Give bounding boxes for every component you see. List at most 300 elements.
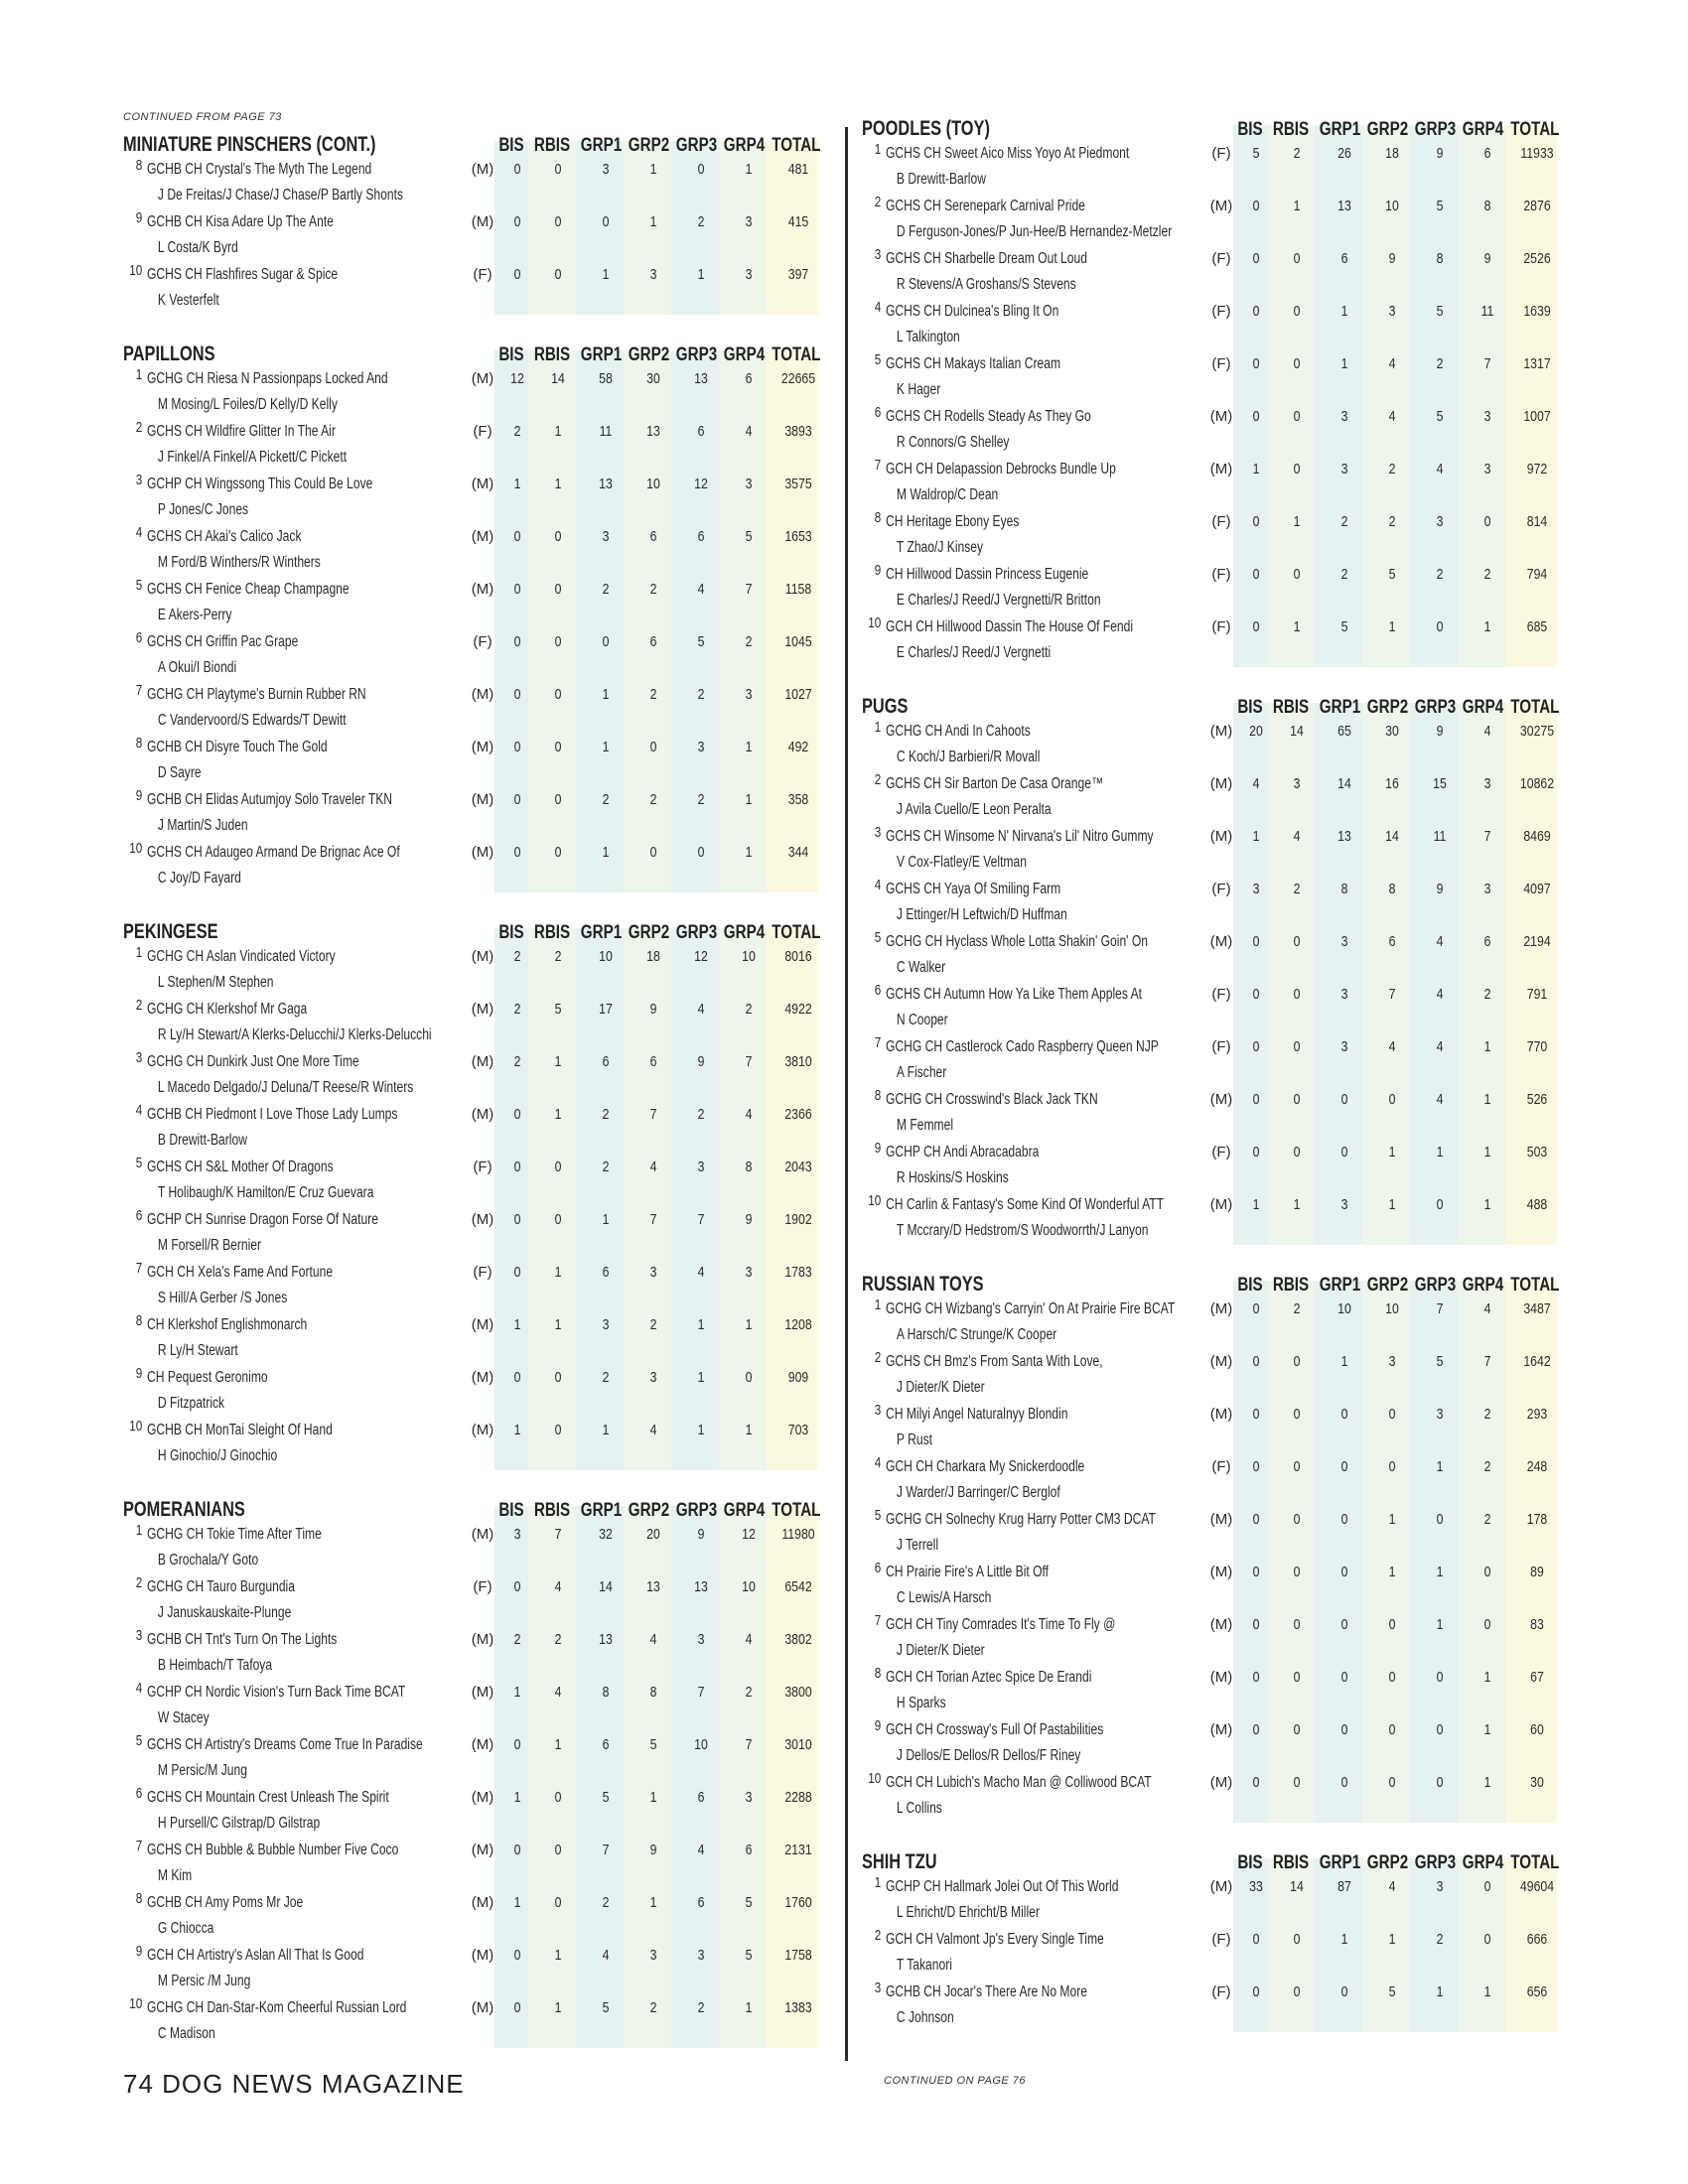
bis-value: 1	[513, 1422, 521, 1438]
grp1-value: 13	[599, 476, 613, 492]
grp3-value: 5	[1436, 303, 1444, 320]
ranking-row	[123, 1680, 838, 1732]
sex: (M)	[1209, 828, 1233, 845]
dog-name: GCHB CH Crystal's The Myth The Legend	[147, 161, 372, 178]
sex: (M)	[1209, 408, 1233, 425]
bis-value: 0	[513, 1159, 521, 1175]
owners: J Ettinger/H Leftwich/D Huffman	[896, 906, 1067, 923]
dog-entry	[886, 771, 1203, 824]
ranking-row	[862, 246, 1577, 299]
total-value: 2288	[784, 1789, 812, 1806]
grp4-value: 2	[1483, 566, 1491, 583]
grp4-value: 1	[1483, 1721, 1491, 1738]
grp4-value: 5	[745, 1894, 753, 1911]
grp4-value: 0	[1483, 1616, 1491, 1633]
rank-number: 4	[135, 1102, 143, 1119]
owners: J Dellos/E Dellos/R Dellos/F Riney	[896, 1747, 1081, 1764]
bis-value: 1	[513, 1894, 521, 1911]
sex: (M)	[1209, 198, 1233, 214]
dog-name: GCHS CH Autumn How Ya Like Them Apples At	[886, 986, 1143, 1003]
rank-number: 4	[874, 877, 882, 893]
grp1-value: 1	[602, 739, 610, 755]
dog-name: CH Heritage Ebony Eyes	[886, 513, 1020, 530]
dog-entry	[886, 1874, 1203, 1927]
column-header-total: TOTAL	[772, 1500, 821, 1521]
grp2-value: 1	[649, 1894, 657, 1911]
grp3-value: 4	[1436, 1091, 1444, 1108]
column-header-grp4: GRP4	[723, 135, 766, 156]
ranking-row	[123, 262, 838, 315]
total-value: 503	[1526, 1144, 1548, 1160]
rbis-value: 0	[1293, 933, 1301, 950]
rank-number: 4	[135, 524, 143, 541]
grp2-value: 9	[649, 1001, 657, 1018]
rank-number: 7	[135, 1838, 143, 1854]
bis-value: 0	[1252, 1144, 1260, 1160]
grp2-value: 1	[649, 213, 657, 230]
sex: (F)	[473, 1578, 492, 1595]
grp4-value: 8	[1483, 198, 1491, 214]
total-value: 8016	[784, 948, 812, 965]
grp3-value: 0	[1436, 618, 1444, 635]
sex: (M)	[471, 1369, 494, 1386]
dog-entry	[886, 824, 1203, 877]
grp1-value: 2	[602, 1159, 610, 1175]
rank-number: 4	[135, 1680, 143, 1697]
dog-name: GCHB CH MonTai Sleight Of Hand	[147, 1422, 333, 1438]
sex: (F)	[1211, 1983, 1231, 2000]
owners: L Macedo Delgado/J Deluna/T Reese/R Winters	[157, 1079, 414, 1096]
ranking-row	[123, 366, 838, 419]
breed-title: POMERANIANS	[123, 1498, 245, 1521]
dog-name: GCHS CH Mountain Crest Unleash The Spirit	[147, 1789, 389, 1806]
column-header-grp1: GRP1	[580, 344, 623, 365]
total-value: 1007	[1523, 408, 1551, 425]
rank-number: 1	[135, 1522, 143, 1539]
grp3-value: 4	[1436, 933, 1444, 950]
bis-value: 0	[513, 1264, 521, 1281]
grp3-value: 7	[697, 1211, 705, 1228]
grp2-value: 0	[649, 739, 657, 755]
sex: (M)	[471, 1053, 494, 1070]
breed-title: POODLES (TOY)	[862, 117, 990, 140]
owners: R Ly/H Stewart/A Klerks-Delucchi/J Klerks-Delucchi	[157, 1026, 432, 1043]
grp1-value: 3	[1340, 986, 1348, 1003]
grp1-value: 2	[602, 791, 610, 808]
grp1-value: 14	[599, 1578, 613, 1595]
grp3-value: 12	[694, 948, 708, 965]
dog-name: GCH CH Hillwood Dassin The House Of Fendi	[886, 618, 1134, 635]
total-value: 60	[1530, 1721, 1544, 1738]
continued-from-note: CONTINUED FROM PAGE 73	[123, 111, 282, 123]
grp1-value: 13	[1337, 828, 1351, 845]
grp3-value: 2	[697, 213, 705, 230]
grp4-value: 7	[745, 581, 753, 598]
sex: (M)	[1209, 1616, 1233, 1633]
sex: (F)	[473, 633, 492, 650]
bis-value: 2	[513, 1001, 521, 1018]
dog-entry	[886, 246, 1203, 299]
rank-number: 3	[135, 1627, 143, 1644]
bis-value: 0	[513, 266, 521, 283]
rank-number: 10	[129, 1418, 143, 1434]
bis-value: 2	[513, 423, 521, 440]
grp2-value: 1	[1388, 1511, 1396, 1528]
owners: J De Freitas/J Chase/J Chase/P Bartly Shonts	[157, 187, 403, 204]
column-header-grp4: GRP4	[1462, 697, 1504, 718]
rbis-value: 0	[554, 161, 562, 178]
grp3-value: 2	[697, 1106, 705, 1123]
grp4-value: 5	[745, 528, 753, 545]
dog-name: GCHS CH Sharbelle Dream Out Loud	[886, 250, 1087, 267]
ranking-row	[123, 1155, 838, 1207]
right-column	[862, 111, 1577, 2054]
dog-name: GCHS CH Adaugeo Armand De Brignac Ace Of	[147, 844, 400, 861]
owners: B Heimbach/T Tafoya	[157, 1657, 273, 1674]
dog-name: GCHS CH Griffin Pac Grape	[147, 633, 299, 650]
dog-name: GCHG CH Crosswind's Black Jack TKN	[886, 1091, 1098, 1108]
grp2-value: 0	[1388, 1774, 1396, 1791]
sex: (M)	[471, 161, 494, 178]
bis-value: 1	[1252, 461, 1260, 478]
column-header-grp1: GRP1	[1319, 1852, 1361, 1873]
grp1-value: 0	[1340, 1616, 1348, 1633]
owners: B Drewitt-Barlow	[157, 1132, 247, 1149]
ranking-row	[862, 1140, 1577, 1192]
total-value: 2194	[1523, 933, 1551, 950]
owners: C Koch/J Barbieri/R Movall	[896, 749, 1041, 765]
total-value: 791	[1526, 986, 1548, 1003]
ranking-row	[862, 982, 1577, 1034]
owners: D Ferguson-Jones/P Jun-Hee/B Hernandez-Metzler	[896, 223, 1173, 240]
total-value: 8469	[1523, 828, 1551, 845]
total-value: 1045	[784, 633, 812, 650]
dog-entry	[147, 1365, 465, 1418]
section-header	[862, 689, 1577, 719]
dog-entry	[147, 1680, 465, 1732]
grp1-value: 1	[1340, 303, 1348, 320]
rbis-value: 0	[554, 266, 562, 283]
grp4-value: 2	[1483, 1458, 1491, 1475]
dog-name: GCHG CH Klerkshof Mr Gaga	[147, 1001, 308, 1018]
dog-entry	[886, 1665, 1203, 1717]
section-header	[862, 1844, 1577, 1874]
ranking-row	[123, 1049, 838, 1102]
grp2-value: 5	[649, 1736, 657, 1753]
owners: D Sayre	[157, 764, 202, 781]
total-value: 3810	[784, 1053, 812, 1070]
ranking-row	[123, 1838, 838, 1890]
total-value: 11980	[781, 1526, 815, 1543]
rank-number: 8	[135, 157, 143, 174]
grp2-value: 3	[1388, 303, 1396, 320]
grp3-value: 13	[694, 1578, 708, 1595]
rbis-value: 1	[554, 1264, 562, 1281]
bis-value: 1	[1252, 828, 1260, 845]
rank-number: 7	[135, 682, 143, 699]
dog-name: GCHP CH Hallmark Jolei Out Of This World	[886, 1878, 1119, 1895]
rbis-value: 0	[1293, 986, 1301, 1003]
total-value: 3487	[1523, 1300, 1551, 1317]
owners: E Charles/J Reed/J Vergnetti/R Britton	[896, 592, 1101, 609]
grp2-value: 10	[646, 476, 660, 492]
breed-title: PUGS	[862, 695, 909, 718]
column-header-grp3: GRP3	[675, 135, 718, 156]
ranking-row	[862, 1192, 1577, 1245]
grp3-value: 0	[697, 161, 705, 178]
column-header-bis: BIS	[498, 344, 524, 365]
owners: R Ly/H Stewart	[157, 1342, 238, 1359]
grp1-value: 0	[1340, 1564, 1348, 1580]
grp3-value: 2	[697, 686, 705, 703]
dog-entry	[147, 682, 465, 735]
total-value: 1758	[784, 1947, 812, 1964]
grp3-value: 0	[1436, 1721, 1444, 1738]
rbis-value: 0	[1293, 250, 1301, 267]
owners: P Jones/C Jones	[157, 501, 249, 518]
rank-number: 4	[874, 299, 882, 316]
rbis-value: 0	[1293, 566, 1301, 583]
grp2-value: 1	[1388, 1144, 1396, 1160]
dog-name: GCHS CH Fenice Cheap Champagne	[147, 581, 350, 598]
rank-number: 2	[874, 194, 882, 210]
right-sections	[862, 111, 1577, 2032]
breed-section	[123, 914, 838, 1470]
grp3-value: 4	[697, 1842, 705, 1858]
ranking-row	[862, 1560, 1577, 1612]
owners: J Martin/S Juden	[157, 817, 248, 834]
grp1-value: 1	[602, 1422, 610, 1438]
left-column	[123, 111, 838, 2070]
column-header-bis: BIS	[1237, 1852, 1263, 1873]
rbis-value: 14	[551, 370, 565, 387]
grp4-value: 1	[1483, 1144, 1491, 1160]
grp2-value: 7	[649, 1211, 657, 1228]
ranking-row	[862, 1297, 1577, 1349]
rbis-value: 4	[554, 1684, 562, 1701]
grp2-value: 6	[649, 1053, 657, 1070]
sex: (M)	[1209, 1669, 1233, 1686]
dog-entry	[886, 1402, 1203, 1454]
rbis-value: 4	[1293, 828, 1301, 845]
ranking-row	[123, 1102, 838, 1155]
grp3-value: 8	[1436, 250, 1444, 267]
bis-value: 0	[513, 633, 521, 650]
total-value: 972	[1526, 461, 1548, 478]
grp3-value: 9	[1436, 145, 1444, 162]
total-value: 397	[787, 266, 809, 283]
sex: (F)	[1211, 618, 1231, 635]
grp3-value: 10	[694, 1736, 708, 1753]
bis-value: 2	[513, 948, 521, 965]
rank-number: 5	[874, 1507, 882, 1524]
grp2-value: 1	[649, 161, 657, 178]
dog-entry	[886, 1297, 1203, 1349]
sex: (M)	[471, 791, 494, 808]
grp1-value: 0	[1340, 1774, 1348, 1791]
rank-number: 6	[874, 1560, 882, 1576]
grp3-value: 1	[697, 266, 705, 283]
ranking-row	[123, 524, 838, 577]
sex: (F)	[1211, 1458, 1231, 1475]
rank-number: 9	[135, 1943, 143, 1960]
ranking-row	[123, 840, 838, 892]
grp4-value: 3	[1483, 461, 1491, 478]
grp2-value: 10	[1385, 198, 1399, 214]
grp2-value: 9	[649, 1842, 657, 1858]
grp2-value: 0	[1388, 1616, 1396, 1633]
dog-name: GCHS CH Bmz's From Santa With Love,	[886, 1353, 1103, 1370]
sex: (M)	[1209, 1721, 1233, 1738]
grp1-value: 2	[602, 581, 610, 598]
dog-name: GCHS CH Winsome N' Nirvana's Lil' Nitro Gummy	[886, 828, 1154, 845]
grp3-value: 3	[697, 739, 705, 755]
sex: (M)	[471, 1894, 494, 1911]
rbis-value: 0	[1293, 1721, 1301, 1738]
column-header-grp4: GRP4	[723, 1500, 766, 1521]
sex: (F)	[473, 1264, 492, 1281]
sex: (M)	[1209, 1300, 1233, 1317]
total-value: 3010	[784, 1736, 812, 1753]
bis-value: 0	[513, 1369, 521, 1386]
rank-number: 9	[874, 1140, 882, 1157]
grp4-value: 11	[1480, 303, 1494, 320]
bis-value: 2	[513, 1631, 521, 1648]
total-value: 2526	[1523, 250, 1551, 267]
grp4-value: 3	[1483, 881, 1491, 897]
grp2-value: 8	[649, 1684, 657, 1701]
total-value: 344	[787, 844, 809, 861]
owners: K Hager	[896, 381, 941, 398]
dog-entry	[886, 351, 1203, 404]
rbis-value: 0	[554, 528, 562, 545]
ranking-row	[862, 929, 1577, 982]
dog-name: GCHG CH Tokie Time After Time	[147, 1526, 322, 1543]
dog-entry	[886, 509, 1203, 562]
rbis-value: 0	[554, 1159, 562, 1175]
grp3-value: 3	[697, 1159, 705, 1175]
rbis-value: 0	[1293, 1774, 1301, 1791]
rank-number: 3	[874, 824, 882, 841]
sex: (M)	[1209, 1091, 1233, 1108]
rank-number: 9	[135, 209, 143, 226]
grp3-value: 1	[697, 1369, 705, 1386]
dog-entry	[886, 1770, 1203, 1823]
dog-name: GCHP CH Nordic Vision's Turn Back Time BCAT	[147, 1684, 406, 1701]
bis-value: 0	[1252, 303, 1260, 320]
grp4-value: 2	[1483, 1406, 1491, 1423]
sex: (M)	[1209, 1564, 1233, 1580]
section-header	[123, 914, 838, 944]
column-header-rbis: RBIS	[533, 922, 571, 943]
bis-value: 1	[513, 1316, 521, 1333]
ranking-row	[862, 771, 1577, 824]
ranking-row	[123, 682, 838, 735]
total-value: 2366	[784, 1106, 812, 1123]
grp4-value: 10	[742, 1578, 756, 1595]
grp4-value: 2	[1483, 1511, 1491, 1528]
grp2-value: 7	[1388, 986, 1396, 1003]
ranking-row	[123, 1732, 838, 1785]
grp2-value: 1	[1388, 1564, 1396, 1580]
grp4-value: 6	[1483, 145, 1491, 162]
dog-entry	[886, 1612, 1203, 1665]
dog-name: GCHB CH Elidas Autumjoy Solo Traveler TKN	[147, 791, 393, 808]
rbis-value: 0	[554, 1842, 562, 1858]
total-value: 1317	[1523, 355, 1551, 372]
grp1-value: 65	[1337, 723, 1351, 740]
grp3-value: 2	[1436, 1931, 1444, 1948]
dog-name: GCHP CH Andi Abracadabra	[886, 1144, 1040, 1160]
rbis-value: 1	[554, 1316, 562, 1333]
dog-name: GCH CH Delapassion Debrocks Bundle Up	[886, 461, 1116, 478]
grp2-value: 13	[646, 1578, 660, 1595]
rbis-value: 0	[1293, 1353, 1301, 1370]
owners: L Stephen/M Stephen	[157, 974, 274, 991]
dog-name: GCHG CH Dunkirk Just One More Time	[147, 1053, 359, 1070]
section-header	[862, 111, 1577, 141]
dog-name: GCHS CH Dulcinea's Bling It On	[886, 303, 1059, 320]
column-header-grp3: GRP3	[1414, 119, 1457, 140]
total-value: 2876	[1523, 198, 1551, 214]
dog-name: GCH CH Torian Aztec Spice De Erandi	[886, 1669, 1092, 1686]
dog-name: GCHG CH Solnechy Krug Harry Potter CM3 DCAT	[886, 1511, 1156, 1528]
owners: C Johnson	[896, 2009, 954, 2026]
dog-name: GCHG CH Playtyme's Burnin Rubber RN	[147, 686, 366, 703]
grp2-value: 4	[649, 1159, 657, 1175]
dog-name: GCHP CH Wingssong This Could Be Love	[147, 476, 373, 492]
dog-name: GCHS CH Bubble & Bubble Number Five Coco	[147, 1842, 399, 1858]
dog-entry	[147, 1155, 465, 1207]
grp3-value: 2	[1436, 355, 1444, 372]
dog-name: CH Klerkshof Englishmonarch	[147, 1316, 308, 1333]
grp2-value: 6	[1388, 933, 1396, 950]
total-value: 30275	[1519, 723, 1555, 740]
grp3-value: 4	[697, 1264, 705, 1281]
ranking-row	[123, 1260, 838, 1312]
total-value: 1027	[784, 686, 812, 703]
grp3-value: 1	[1436, 1983, 1444, 2000]
owners: M Femmel	[896, 1117, 954, 1134]
grp2-value: 4	[1388, 1038, 1396, 1055]
ranking-row	[123, 1574, 838, 1627]
grp3-value: 5	[1436, 1353, 1444, 1370]
ranking-row	[862, 1979, 1577, 2032]
column-header-total: TOTAL	[772, 922, 821, 943]
owners: W Stacey	[157, 1709, 210, 1726]
dog-name: GCH CH Artistry's Aslan All That Is Good	[147, 1947, 364, 1964]
bis-value: 0	[513, 791, 521, 808]
total-value: 492	[787, 739, 809, 755]
grp2-value: 3	[649, 1369, 657, 1386]
rbis-value: 0	[1293, 408, 1301, 425]
bis-value: 1	[513, 1684, 521, 1701]
rbis-value: 0	[1293, 303, 1301, 320]
rbis-value: 0	[554, 1789, 562, 1806]
grp4-value: 1	[745, 161, 753, 178]
grp1-value: 3	[1340, 1038, 1348, 1055]
column-header-grp3: GRP3	[675, 1500, 718, 1521]
sex: (M)	[471, 581, 494, 598]
dog-entry	[147, 944, 465, 997]
grp4-value: 0	[1483, 513, 1491, 530]
total-value: 11933	[1520, 145, 1554, 162]
ranking-row	[862, 141, 1577, 194]
grp1-value: 3	[602, 1316, 610, 1333]
dog-name: GCHP CH Sunrise Dragon Forse Of Nature	[147, 1211, 378, 1228]
bis-value: 0	[1252, 408, 1260, 425]
total-value: 89	[1530, 1564, 1544, 1580]
